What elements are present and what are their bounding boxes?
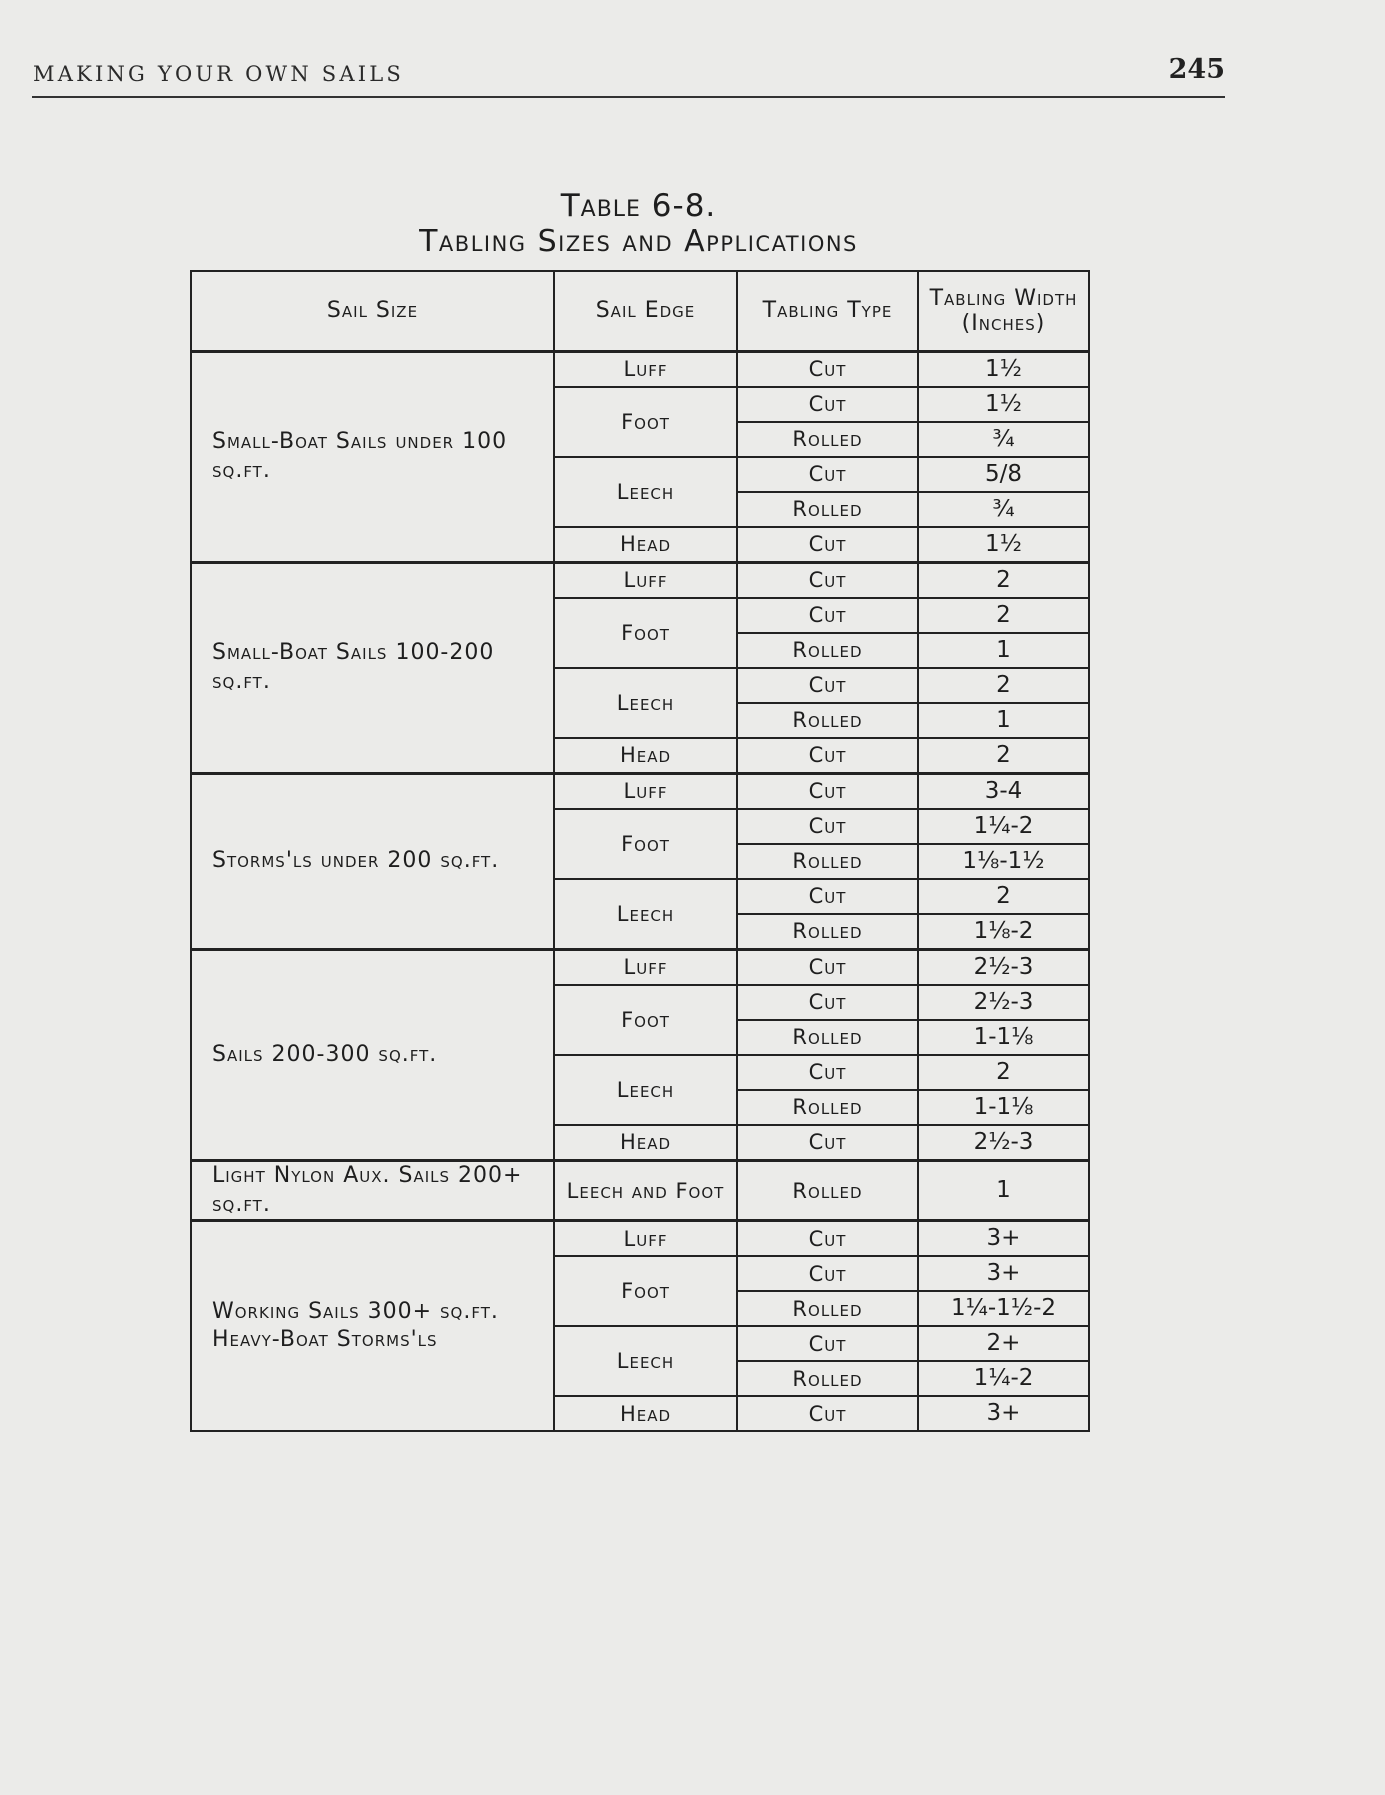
tabling-width-cell: 1 [918, 1161, 1089, 1221]
sail-edge-cell: Foot [554, 598, 737, 668]
sail-size-cell: Light Nylon Aux. Sails 200+ sq.ft. [191, 1161, 554, 1221]
header-sail-size: Sail Size [191, 271, 554, 352]
tabling-type-cell: Rolled [737, 422, 918, 457]
tabling-width-cell: 1⅛-2 [918, 914, 1089, 950]
sail-size-cell: Working Sails 300+ sq.ft. Heavy-Boat Storms'ls [191, 1221, 554, 1432]
header-tabling-width: Tabling Width (Inches) [918, 271, 1089, 352]
tabling-type-cell: Cut [737, 1396, 918, 1431]
tabling-type-cell: Cut [737, 527, 918, 563]
tabling-width-cell: 2 [918, 563, 1089, 599]
tabling-type-cell: Cut [737, 1256, 918, 1291]
table-caption-title: Tabling Sizes and Applications [419, 224, 858, 259]
table-row [191, 1161, 1089, 1221]
tabling-width-cell: 3+ [918, 1396, 1089, 1431]
sail-size-cell: Small-Boat Sails 100-200 sq.ft. [191, 563, 554, 774]
sail-edge-cell: Leech [554, 668, 737, 738]
tabling-width-cell: 2 [918, 668, 1089, 703]
tabling-type-cell: Rolled [737, 844, 918, 879]
sail-edge-cell: Luff [554, 563, 737, 599]
tabling-width-cell: 3+ [918, 1256, 1089, 1291]
header-tabling-type: Tabling Type [737, 271, 918, 352]
tabling-type-cell: Rolled [737, 1361, 918, 1396]
tabling-width-cell: 2½-3 [918, 985, 1089, 1020]
sail-edge-cell: Leech and Foot [554, 1161, 737, 1221]
header-sail-edge: Sail Edge [554, 271, 737, 352]
tabling-width-cell: 2½-3 [918, 1125, 1089, 1161]
sail-edge-cell: Luff [554, 774, 737, 810]
sail-edge-cell: Leech [554, 879, 737, 950]
sail-edge-cell: Head [554, 1125, 737, 1161]
tabling-width-cell: 2½-3 [918, 950, 1089, 986]
tabling-type-cell: Rolled [737, 492, 918, 527]
tabling-width-cell: 1⅛-1½ [918, 844, 1089, 879]
tabling-type-cell: Rolled [737, 1291, 918, 1326]
tabling-type-cell: Cut [737, 352, 918, 388]
tabling-width-cell: 1-1⅛ [918, 1090, 1089, 1125]
sail-size-cell: Small-Boat Sails under 100 sq.ft. [191, 352, 554, 563]
table-row [191, 1221, 1089, 1257]
tabling-width-cell: 1¼-1½-2 [918, 1291, 1089, 1326]
tabling-type-cell: Rolled [737, 914, 918, 950]
tabling-width-cell: 1¼-2 [918, 809, 1089, 844]
tabling-type-cell: Cut [737, 668, 918, 703]
sail-edge-cell: Leech [554, 457, 737, 527]
tabling-type-cell: Rolled [737, 1161, 918, 1221]
table-caption-number: Table 6-8. [560, 188, 717, 224]
tabling-width-cell: 2 [918, 879, 1089, 914]
sail-edge-cell: Luff [554, 1221, 737, 1257]
table-row [191, 352, 1089, 388]
tabling-type-cell: Cut [737, 809, 918, 844]
tabling-type-cell: Rolled [737, 1020, 918, 1055]
table-row [191, 563, 1089, 599]
tabling-type-cell: Cut [737, 1055, 918, 1090]
tabling-type-cell: Rolled [737, 1090, 918, 1125]
tabling-width-cell: 2 [918, 598, 1089, 633]
sail-edge-cell: Foot [554, 985, 737, 1055]
running-head: MAKING YOUR OWN SAILS [33, 62, 404, 86]
header-rule [32, 96, 1225, 98]
tabling-width-cell: 2 [918, 738, 1089, 774]
tabling-width-cell: 3+ [918, 1221, 1089, 1257]
tabling-type-cell: Cut [737, 1125, 918, 1161]
table-header-row [191, 271, 1089, 352]
tabling-width-cell: 1½ [918, 352, 1089, 388]
tabling-width-cell: 1½ [918, 527, 1089, 563]
tabling-type-cell: Cut [737, 387, 918, 422]
tabling-type-cell: Cut [737, 774, 918, 810]
tabling-width-cell: 1¼-2 [918, 1361, 1089, 1396]
sail-edge-cell: Head [554, 527, 737, 563]
table-row [191, 950, 1089, 986]
tabling-type-cell: Rolled [737, 703, 918, 738]
tabling-type-cell: Cut [737, 1326, 918, 1361]
tabling-width-cell: 1 [918, 703, 1089, 738]
tabling-width-cell: 1 [918, 633, 1089, 668]
tabling-width-cell: 5/8 [918, 457, 1089, 492]
tabling-type-cell: Cut [737, 879, 918, 914]
sail-edge-cell: Foot [554, 387, 737, 457]
sail-edge-cell: Head [554, 738, 737, 774]
tabling-width-cell: 2 [918, 1055, 1089, 1090]
sail-edge-cell: Leech [554, 1055, 737, 1125]
tabling-width-cell: 2+ [918, 1326, 1089, 1361]
sail-size-cell: Sails 200-300 sq.ft. [191, 950, 554, 1161]
tabling-width-cell: 1-1⅛ [918, 1020, 1089, 1055]
sail-edge-cell: Foot [554, 1256, 737, 1326]
tabling-width-cell: 1½ [918, 387, 1089, 422]
tabling-type-cell: Cut [737, 598, 918, 633]
tabling-type-cell: Cut [737, 950, 918, 986]
table-row [191, 774, 1089, 810]
sail-edge-cell: Luff [554, 352, 737, 388]
tabling-type-cell: Cut [737, 457, 918, 492]
tabling-type-cell: Cut [737, 985, 918, 1020]
tabling-width-cell: ¾ [918, 422, 1089, 457]
tabling-type-cell: Cut [737, 1221, 918, 1257]
sail-edge-cell: Leech [554, 1326, 737, 1396]
tabling-type-cell: Rolled [737, 633, 918, 668]
tabling-width-cell: ¾ [918, 492, 1089, 527]
sail-edge-cell: Foot [554, 809, 737, 879]
tabling-table [190, 270, 1090, 1432]
sail-size-cell: Storms'ls under 200 sq.ft. [191, 774, 554, 950]
sail-edge-cell: Luff [554, 950, 737, 986]
sail-edge-cell: Head [554, 1396, 737, 1431]
tabling-type-cell: Cut [737, 563, 918, 599]
tabling-type-cell: Cut [737, 738, 918, 774]
tabling-width-cell: 3-4 [918, 774, 1089, 810]
page-number: 245 [1168, 54, 1225, 85]
